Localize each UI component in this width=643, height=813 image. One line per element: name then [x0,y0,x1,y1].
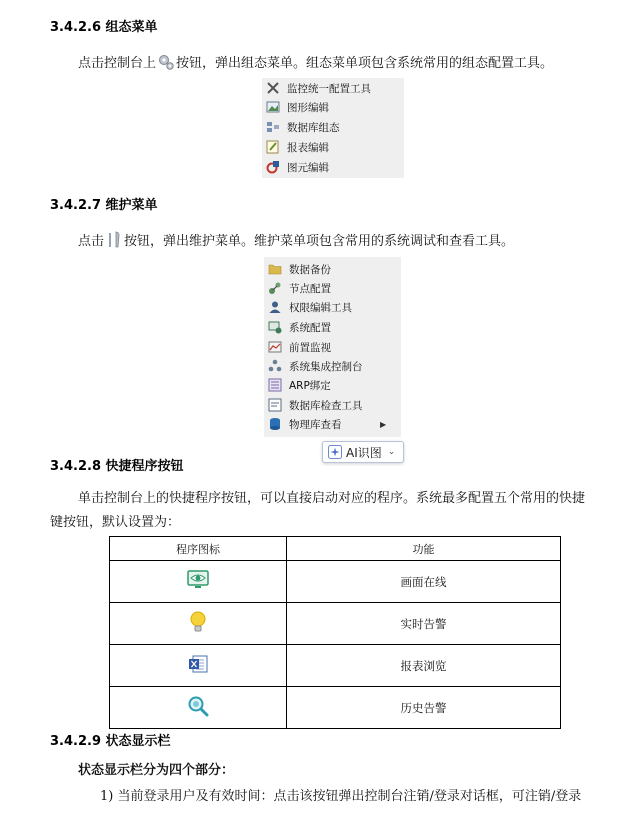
monitor-settings-icon [268,320,282,334]
menu-item-data-backup[interactable] [268,260,331,278]
menu-item-integration-console[interactable] [268,357,363,375]
user-icon [268,300,282,314]
paragraph-text: 按钮，弹出维护菜单。维护菜单项包含常用的系统调试和查看工具。 [124,234,515,249]
menu-item-element-edit[interactable] [266,158,329,176]
config-menu [262,78,404,178]
table-cell-function: 历史告警 [287,687,561,729]
ai-button-label: AI识图 [346,445,382,460]
ai-recognize-button[interactable] [322,441,404,463]
table-header-row [110,537,561,561]
menu-item-label: 权限编辑工具 [289,301,352,314]
list-item-1: 1) 当前登录用户及有效时间：点击该按钮弹出控制台注销/登录对话框，可注销/登录 [100,789,582,804]
menu-item-physical-db[interactable] [268,415,387,433]
tools-icon [266,81,280,95]
node-icon [268,281,282,295]
paragraph-text: 按钮，弹出组态菜单。组态菜单项包含系统常用的组态配置工具。 [176,56,554,71]
arp-icon [268,378,282,392]
table-row [110,561,561,603]
paragraph-maintenance-menu [78,230,514,253]
picture-icon [266,100,280,114]
db-cylinder-icon [268,417,282,431]
menu-item-label: 监控统一配置工具 [287,82,371,95]
table-row [110,687,561,729]
status-bar-subtitle: 状态显示栏分为四个部分： [78,763,235,778]
menu-item-label: 数据备份 [289,263,331,276]
paragraph-text: 点击控制台上 [78,56,157,71]
paragraph-text: 点击 [78,234,105,249]
lightbulb-icon [188,610,208,637]
wrench-icon [105,231,123,253]
table-cell-function: 报表浏览 [287,645,561,687]
menu-item-label: 图元编辑 [287,161,329,174]
menu-item-config-tool[interactable] [266,79,371,97]
graphic-element-icon [266,160,280,174]
edit-icon [266,140,280,154]
menu-item-label: 报表编辑 [287,141,329,154]
database-icon [266,120,280,134]
paragraph-config-menu [78,52,553,75]
paragraph-shortcut-line2: 键按钮，默认设置为： [50,515,181,530]
menu-item-label: 系统配置 [289,321,331,334]
menu-item-report-edit[interactable] [266,138,329,156]
magnifier-icon [187,695,209,720]
table-row [110,645,561,687]
screen-eye-icon [186,569,210,594]
menu-item-front-monitor[interactable] [268,338,331,356]
cluster-icon [268,359,282,373]
menu-item-graphic-edit[interactable] [266,98,329,116]
sparkle-icon [328,445,342,459]
shortcut-table [109,536,561,729]
section-heading-3-4-2-7: 3.4.2.7 维护菜单 [50,198,158,213]
menu-item-db-config[interactable] [266,118,340,136]
menu-item-label: 图形编辑 [287,101,329,114]
section-heading-3-4-2-9: 3.4.2.9 状态显示栏 [50,734,171,749]
table-header-function: 功能 [287,537,561,561]
menu-item-db-check[interactable] [268,396,363,414]
paragraph-shortcut-line1: 单击控制台上的快捷程序按钮，可以直接启动对应的程序。系统最多配置五个常用的快捷 [78,491,586,506]
table-cell-icon [110,603,287,645]
table-cell-icon [110,645,287,687]
table-cell-icon [110,687,287,729]
menu-item-label: 系统集成控制台 [289,360,363,373]
chart-monitor-icon [268,340,282,354]
menu-item-label: 前置监视 [289,341,331,354]
submenu-arrow-icon: ▶ [380,419,387,429]
menu-item-label: 数据库组态 [287,121,340,134]
menu-item-label: 物理库查看 [289,418,342,431]
db-check-icon [268,398,282,412]
gear-icon [157,53,175,75]
menu-item-system-config[interactable] [268,318,331,336]
menu-item-label: ARP绑定 [289,379,331,392]
menu-item-node-config[interactable] [268,279,331,297]
chevron-down-icon: ⌄ [387,447,396,457]
table-cell-icon [110,561,287,603]
excel-report-icon [187,653,209,678]
maintenance-menu [264,257,401,437]
table-cell-function: 实时告警 [287,603,561,645]
menu-item-permission-tool[interactable] [268,298,352,316]
menu-item-label: 节点配置 [289,282,331,295]
table-header-icon: 程序图标 [110,537,287,561]
table-row [110,603,561,645]
menu-item-arp-binding[interactable] [268,376,331,394]
folder-icon [268,262,282,276]
section-heading-3-4-2-6: 3.4.2.6 组态菜单 [50,20,158,35]
section-heading-3-4-2-8: 3.4.2.8 快捷程序按钮 [50,459,184,474]
menu-item-label: 数据库检查工具 [289,399,363,412]
table-cell-function: 画面在线 [287,561,561,603]
